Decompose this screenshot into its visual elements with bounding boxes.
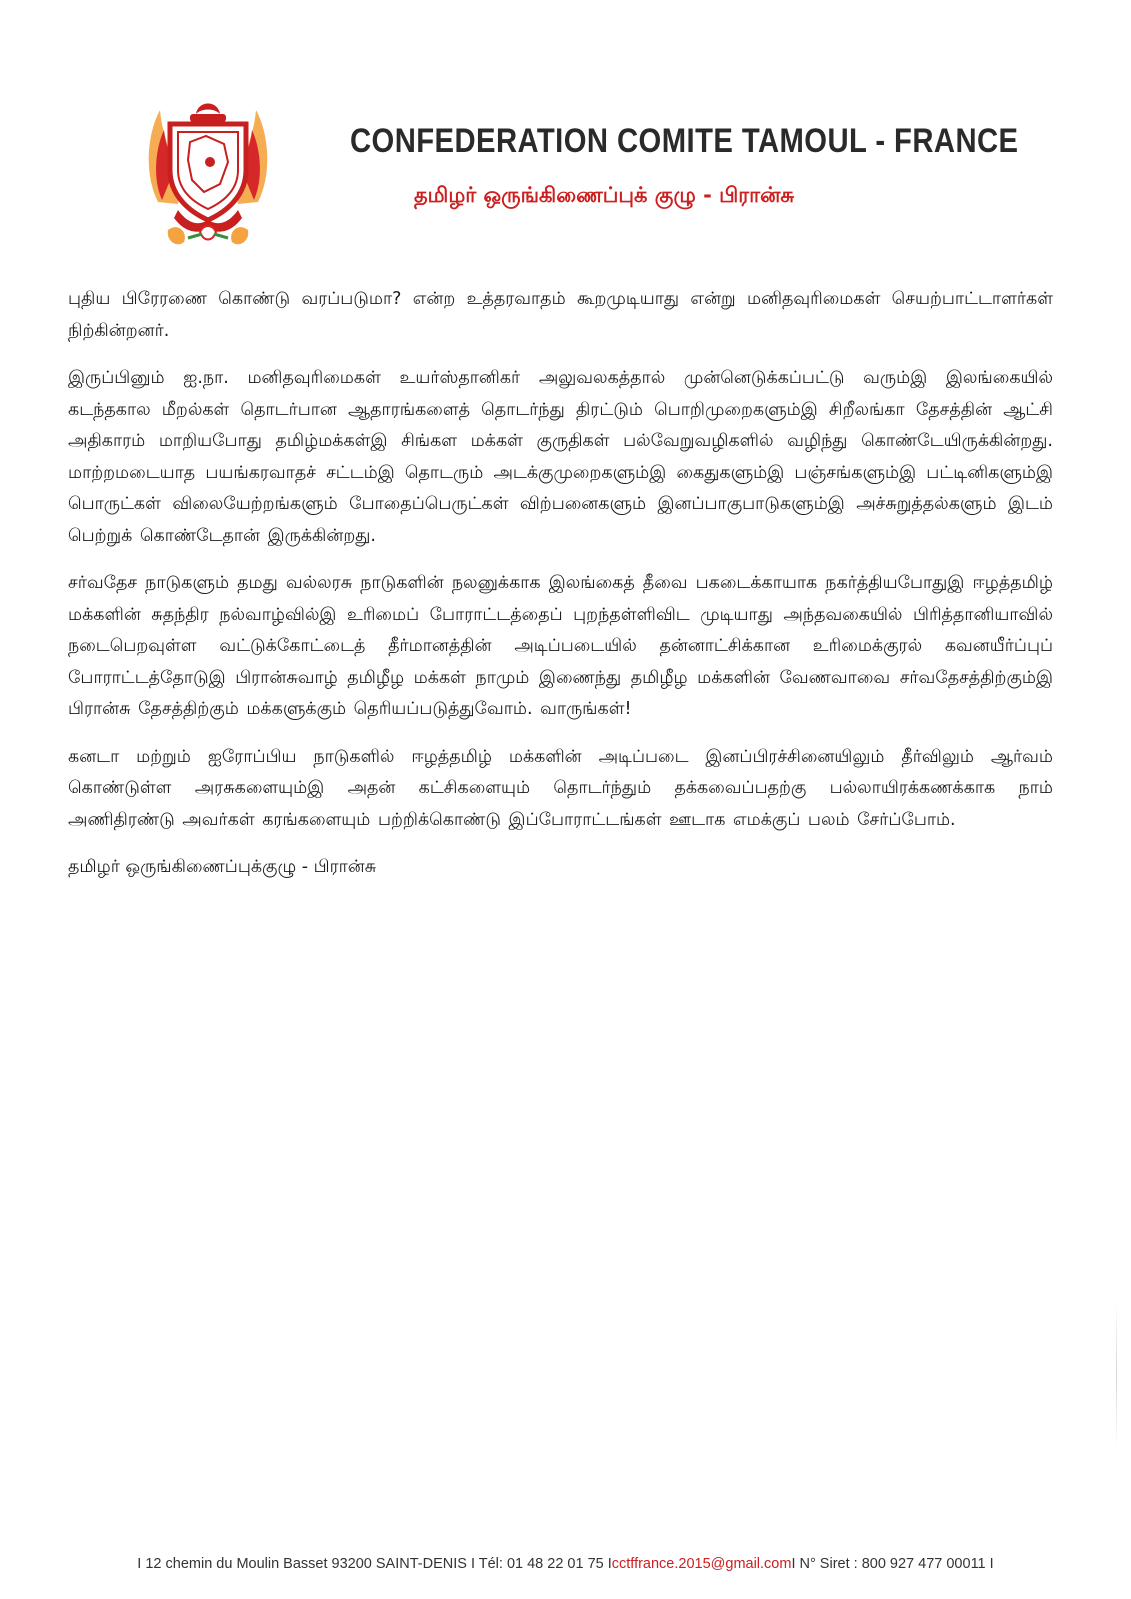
organization-logo — [138, 92, 278, 252]
paragraph-4: கனடா மற்றும் ஐரோப்பிய நாடுகளில் ஈழத்தமிழ் மக்களின் அடிப்படை இனப்பிரச்சினையிலும் தீர்விலும் ஆர்வம் கொண்டுள்ள அரசுகளையும்இ அதன் கட்சிகளையும் தொடர்ந்தும் தக்கவைப்பதற்கு பல்லாயிரக்கணக்காக நாம் அணிதிரண்டு அவர்கள் கரங்களையும் பற்றிக்கொண்டு இப்போராட்டங்கள் ஊடாக எமக்குப் பலம் சேர்ப்போம். — [68, 746, 1053, 830]
emblem-icon — [138, 92, 278, 252]
organization-name: CONFEDERATION COMITE TAMOUL - FRANCE — [350, 122, 1019, 160]
signature: தமிழர் ஒருங்கிணைப்புக்குழு - பிரான்சு — [68, 857, 377, 877]
organization-name-tamil: தமிழர் ஒருங்கிணைப்புக் குழு - பிரான்சு — [414, 183, 795, 207]
footer-email[interactable]: cctffrance.2015@gmail.com — [611, 1556, 792, 1572]
paragraph-3: சர்வதேச நாடுகளும் தமது வல்லரசு நாடுகளின் நலனுக்காக இலங்கைத் தீவை பகடைக்காயாக நகர்த்தியபோதுஇ ஈழத்தமிழ் மக்களின் சுதந்திர நல்வாழ்வில்இ உரிமைப் போராட்டத்தைப் புறந்தள்ளிவிட முடியாது அந்தவகையில் பிரித்தானியாவில் நடைபெறவுள்ள வட்டுக்கோட்டைத் தீர்மானத்தின் அடிப்படையில் தன்னாட்சிக்கான உரிமைக்குரல் கவனயீர்ப்புப் போராட்டத்தோடுஇ பிரான்சுவாழ் தமிழீழ மக்கள் நாமும் இணைந்து தமிழீழ மக்களின் வேணவாவை சர்வதேசத்திற்கும்இ பிரான்சு தேசத்திற்கும் மக்களுக்கும் தெரியப்படுத்துவோம். வாருங்கள்! — [68, 573, 1053, 719]
paragraph-1: புதிய பிரேரணை கொண்டு வரப்படுமா? என்ற உத்தரவாதம் கூறமுடியாது என்று மனிதவுரிமைகள் செயற்பாட்டாளர்கள் நிற்கின்றனர். — [68, 289, 1053, 341]
scan-edge-line — [1116, 1300, 1117, 1450]
paragraph-2: இருப்பினும் ஐ.நா. மனிதவுரிமைகள் உயர்ஸ்தானிகர் அலுவலகத்தால் முன்னெடுக்கப்பட்டு வரும்இ இலங்கையில் கடந்தகால மீறல்கள் தொடர்பான ஆதாரங்களைத் தொடர்ந்து திரட்டும் பொறிமுறைகளும்இ சிறீலங்கா தேசத்தின் ஆட்சி அதிகாரம் மாறியபோது தமிழ்மக்கள்இ சிங்கள மக்கள் குருதிகள் பல்வேறுவழிகளில் வழிந்து கொண்டேயிருக்கின்றது. மாற்றமடையாத பயங்கரவாதச் சட்டம்இ தொடரும் அடக்குமுறைகளும்இ கைதுகளும்இ பஞ்சங்களும்இ பட்டினிகளும்இ பொருட்கள் விலையேற்றங்களும் போதைப்பெருட்கள் விற்பனைகளும் இனப்பாகுபாடுகளும்இ அச்சுறுத்தல்களும் இடம் பெற்றுக் கொண்டேதான் இருக்கின்றது. — [68, 368, 1053, 546]
footer-siret: I N° Siret : 800 927 477 00011 I — [791, 1556, 994, 1572]
footer-address: I 12 chemin du Moulin Basset 93200 SAINT-DENIS I Tél: 01 48 22 01 75 I — [137, 1556, 612, 1572]
letter-body — [68, 284, 1053, 884]
footer — [0, 1556, 1131, 1572]
